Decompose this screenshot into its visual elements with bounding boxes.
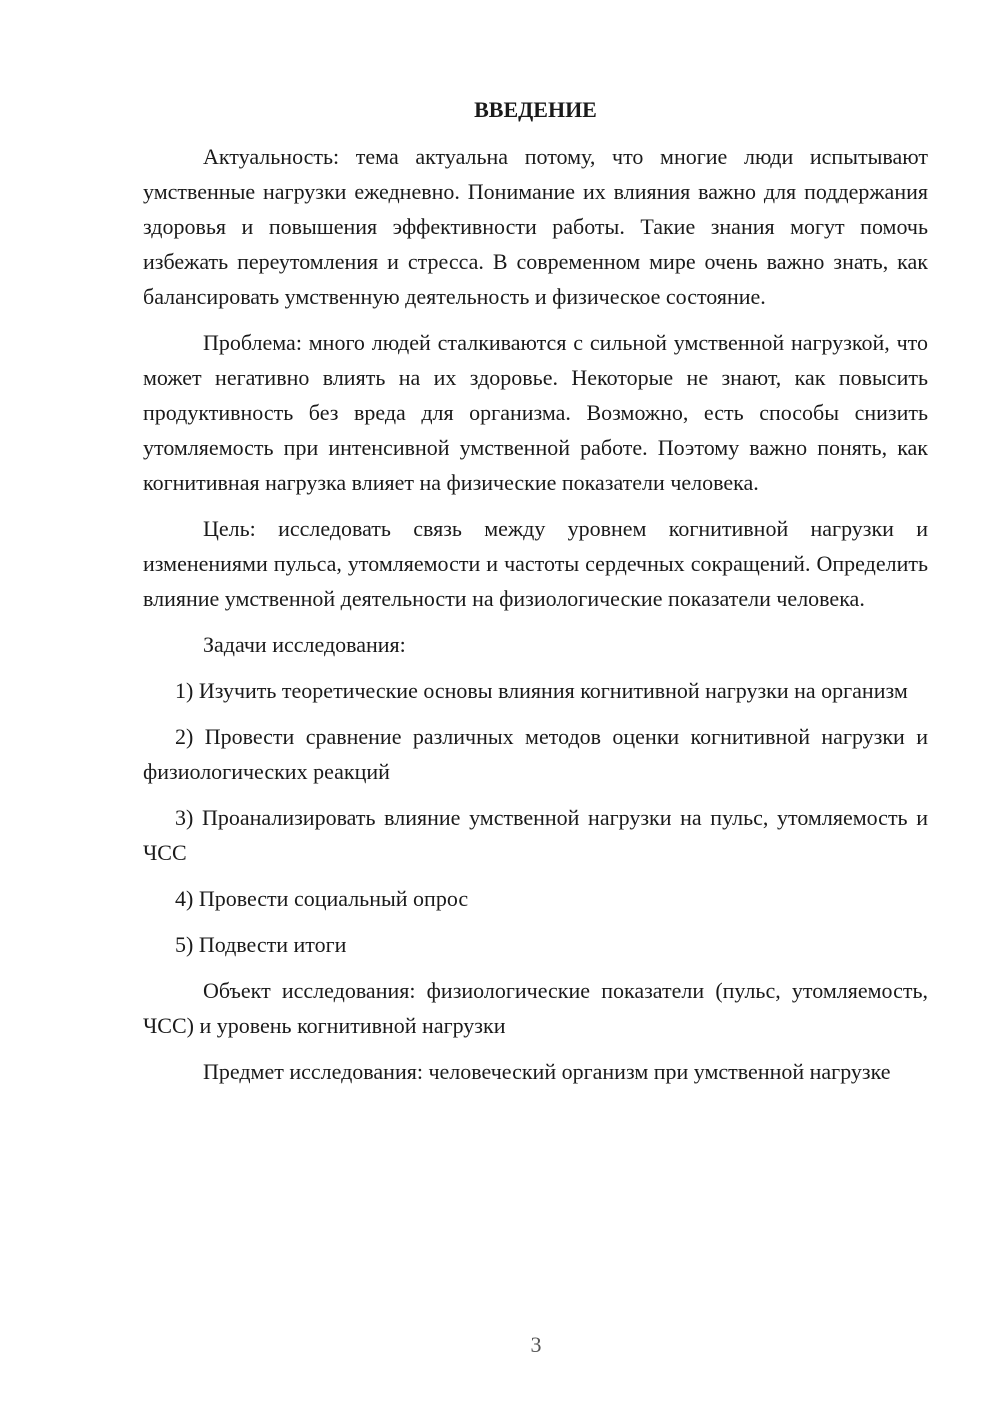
page-number: 3 — [530, 1332, 542, 1357]
goal-paragraph: Цель: исследовать связь между уровнем когнитивной нагрузки и изменениями пульса, утомляемости и частоты сердечных сокращений. Определить влияние умственной деятельности на физиологические показатели человека. — [143, 516, 928, 611]
object-paragraph: Объект исследования: физиологические показатели (пульс, утомляемость, ЧСС) и уровень когнитивной нагрузки — [143, 978, 928, 1038]
task-item-2: 2) Провести сравнение различных методов оценки когнитивной нагрузки и физиологических реакций — [143, 724, 928, 784]
task-item-4: 4) Провести социальный опрос — [175, 886, 469, 911]
task-item-5: 5) Подвести итоги — [175, 932, 347, 957]
section-title: ВВЕДЕНИЕ — [474, 97, 597, 122]
subject-paragraph: Предмет исследования: человеческий организм при умственной нагрузке — [203, 1059, 891, 1084]
relevance-paragraph: Актуальность: тема актуальна потому, что многие люди испытывают умственные нагрузки ежедневно. Понимание их влияния важно для поддержания здоровья и повышения эффективности работы. Такие знания могут помочь избежать переутомления и стресса. В современном мире очень важно знать, как балансировать умственную деятельность и физическое состояние. — [143, 144, 928, 309]
tasks-heading: Задачи исследования: — [203, 632, 406, 657]
task-item-1: 1) Изучить теоретические основы влияния когнитивной нагрузки на организм — [175, 678, 908, 703]
task-item-3: 3) Проанализировать влияние умственной нагрузки на пульс, утомляемость и ЧСС — [143, 805, 928, 865]
document-page — [143, 92, 928, 1100]
problem-paragraph: Проблема: много людей сталкиваются с сильной умственной нагрузкой, что может негативно влиять на их здоровье. Некоторые не знают, как повысить продуктивность без вреда для организма. Возможно, есть способы снизить утомляемость при интенсивной умственной работе. Поэтому важно понять, как когнитивная нагрузка влияет на физические показатели человека. — [143, 330, 928, 495]
